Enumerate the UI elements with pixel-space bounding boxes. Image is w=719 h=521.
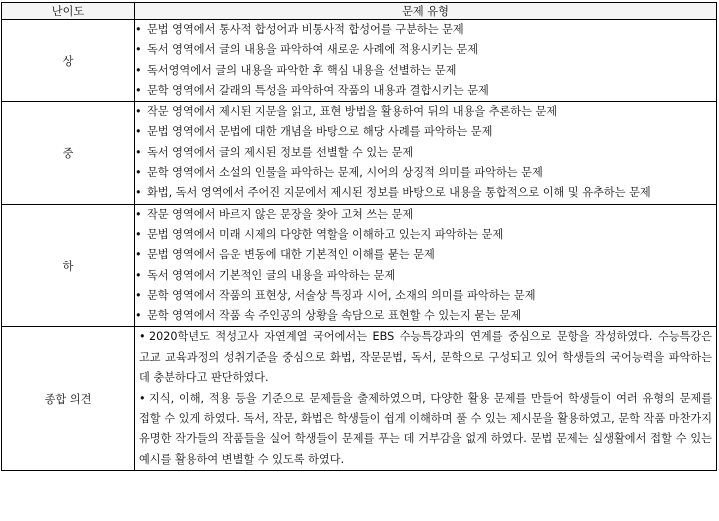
summary-label-cell: 종합 의견 (2, 327, 135, 471)
summary-content-cell (135, 327, 717, 471)
list-item: • 독서 영역에서 기본적인 글의 내용을 파악하는 문제 (135, 266, 716, 286)
bullet-icon: • (135, 63, 142, 77)
table-row-low (2, 204, 717, 327)
items-cell-low (135, 204, 717, 327)
list-item: • 작문 영역에서 바르지 않은 문장을 찾아 고쳐 쓰는 문제 (135, 205, 716, 225)
bullet-icon: • (135, 23, 142, 36)
table-header-row (2, 3, 717, 20)
list-item: • 독서 영역에서 글의 제시된 정보를 선별할 수 있는 문제 (135, 143, 716, 163)
bullet-icon: • (135, 288, 142, 302)
table-row-high (2, 20, 717, 102)
list-item: • 문법 영역에서 통사적 합성어과 비통사적 합성어를 구분하는 문제 (135, 20, 716, 40)
bullet-icon: • (135, 207, 142, 221)
items-cell-medium (135, 102, 717, 204)
list-item: • 문법 영역에서 음운 변동에 대한 기본적인 이해를 묻는 문제 (135, 245, 716, 265)
bullet-icon: • (135, 227, 142, 241)
bullet-icon: • (135, 268, 142, 282)
list-item: • 문학 영역에서 작품 속 주인공의 상황을 속담으로 표현할 수 있는지 묻는 문제 (135, 306, 716, 326)
bullet-icon: • (135, 83, 142, 97)
header-level: 난이도 (2, 3, 135, 20)
bullet-icon: • (135, 105, 142, 119)
summary-paragraph: • 2020학년도 적성고사 자연계열 국어에서는 EBS 수능특강과의 연계를 중심으로 문항을 작성하였다. 수능특강은 고교 교육과정의 성취기준을 중심으로 화법, 작문문법, 독서, 문학으로 구성되고 있어 학생들의 국어능력을 파악하는 데 충분하다고 판단하였다. (135, 327, 716, 388)
list-item: • 문법 영역에서 문법에 대한 개념을 바탕으로 해당 사례를 파악하는 문제 (135, 122, 716, 142)
level-cell-medium: 중 (2, 102, 135, 204)
level-cell-high: 상 (2, 20, 135, 102)
list-item: • 문학 영역에서 갈래의 특성을 파악하여 작품의 내용과 결합시키는 문제 (135, 81, 716, 101)
bullet-icon: • (139, 330, 146, 344)
bullet-icon: • (135, 248, 142, 262)
bullet-icon: • (135, 309, 142, 323)
list-item: • 작문 영역에서 제시된 지문을 읽고, 표현 방법을 활용하여 뒤의 내용을 추론하는 문제 (135, 102, 716, 122)
list-item: • 독서영역에서 글의 내용을 파악한 후 핵심 내용을 선별하는 문제 (135, 61, 716, 81)
table-row-medium (2, 102, 717, 204)
bullet-icon: • (135, 166, 142, 180)
list-item: • 독서 영역에서 글의 내용을 파악하여 새로운 사례에 적용시키는 문제 (135, 40, 716, 60)
list-item: • 문법 영역에서 미래 시제의 다양한 역할을 이해하고 있는지 파악하는 문제 (135, 225, 716, 245)
bullet-icon: • (135, 125, 142, 139)
header-type: 문제 유형 (135, 3, 717, 20)
bullet-icon: • (139, 391, 146, 405)
items-cell-high (135, 20, 717, 102)
bullet-icon: • (135, 145, 142, 159)
list-item: • 화법, 독서 영역에서 주어진 지문에서 제시된 정보를 바탕으로 내용을 통합적으로 이해 및 유추하는 문제 (135, 183, 716, 203)
bullet-icon: • (135, 43, 142, 57)
difficulty-table (1, 2, 717, 471)
bullet-icon: • (135, 186, 142, 200)
list-item: • 문학 영역에서 소설의 인물을 파악하는 문제, 시어의 상징적 의미를 파악하는 문제 (135, 163, 716, 183)
summary-paragraph: • 지식, 이해, 적용 등을 기준으로 문제들을 출제하였으며, 다양한 활용 문제를 만들어 학생들이 여러 유형의 문제를 접할 수 있게 하였다. 독서, 작문, 화법은 학생들이 쉽게 이해하며 풀 수 있는 제시문을 활용하였고, 문학 작품 마찬가지 유명한 작가들의 작품들을 실어 학생들이 문제를 푸는 데 거부감을 없게 하였다. 문법 문제는 실생활에서 접할 수 있는 예시를 활용하여 변별할 수 있도록 하였다. (135, 389, 716, 471)
table-row-summary (2, 327, 717, 471)
level-cell-low: 하 (2, 204, 135, 327)
list-item: • 문학 영역에서 작품의 표현상, 서술상 특징과 시어, 소재의 의미를 파악하는 문제 (135, 286, 716, 306)
